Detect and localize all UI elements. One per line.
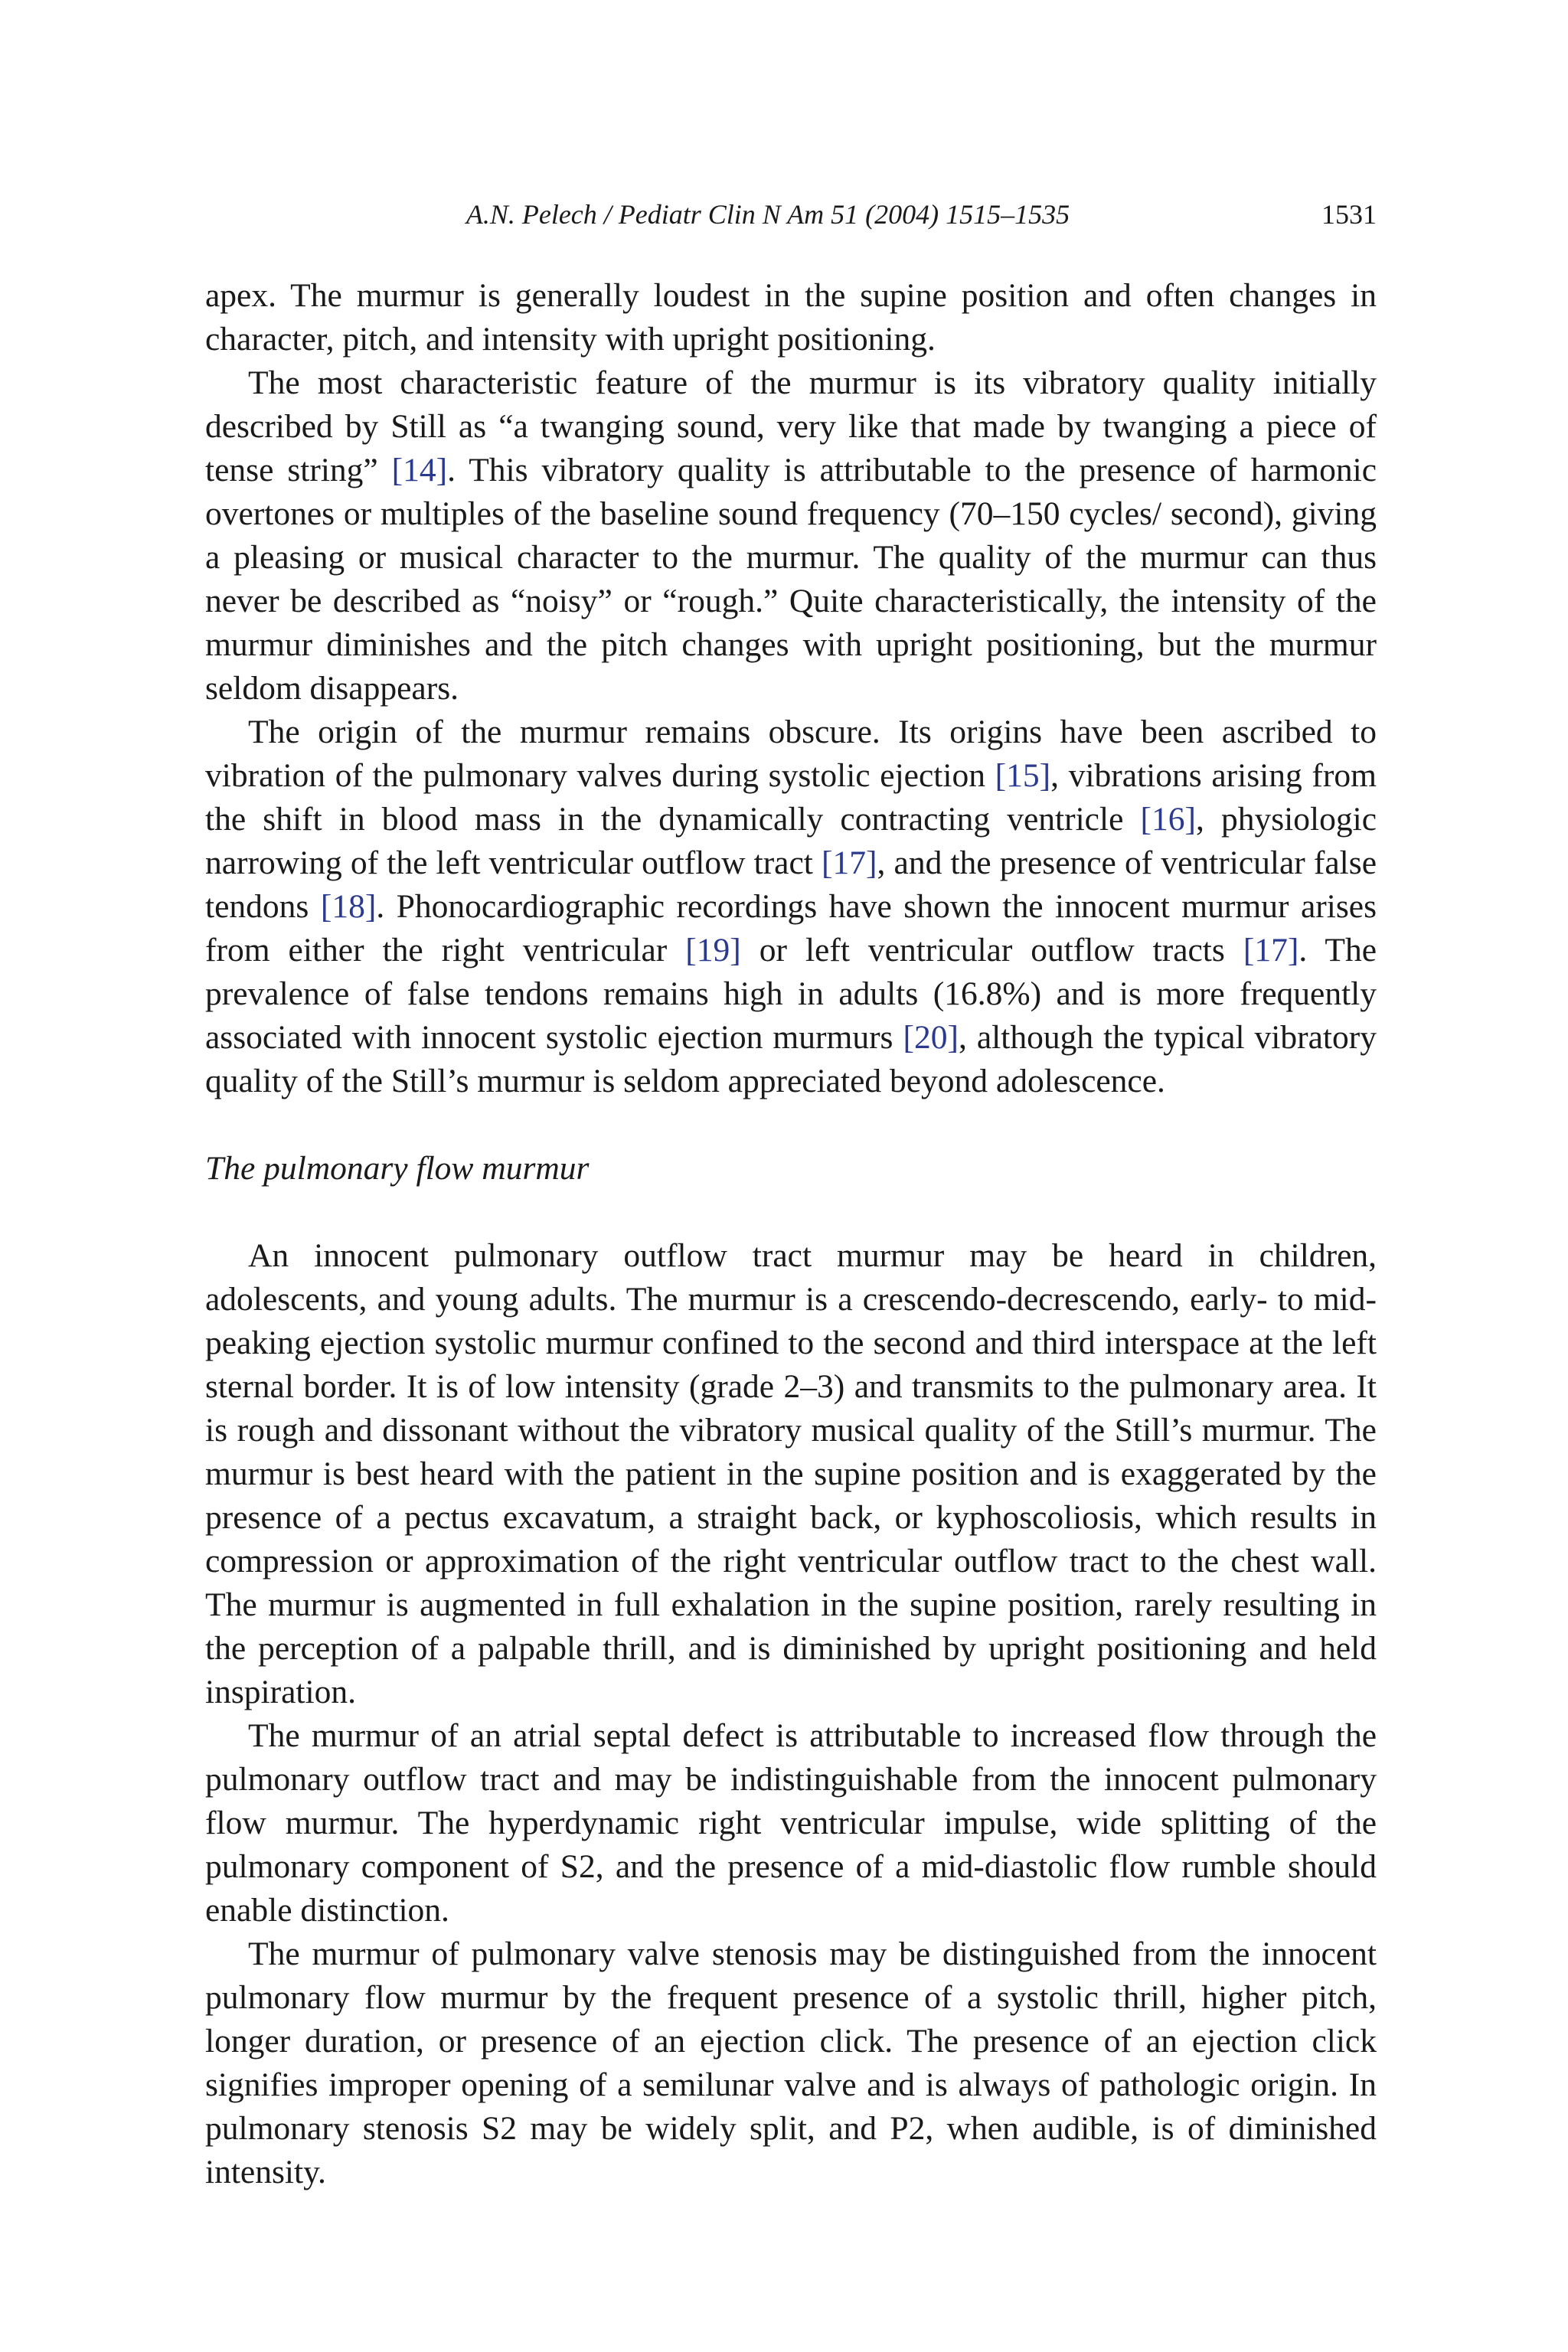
citation-link[interactable]: [14]	[391, 452, 448, 488]
citation-link[interactable]: [18]	[320, 888, 377, 925]
paragraph-text: The most characteristic feature of the murmur is its vibratory quality initially described by Still as “a twanging sound, very like that made by twanging a piece of tense string”	[205, 364, 1377, 488]
paragraph-text: The murmur of pulmonary valve stenosis may be distinguished from the innocent pulmonary flow murmur by the frequent presence of a systolic thrill, higher pitch, longer duration, or presence of an ejection click. The presence of an ejection click signifies improper opening of a semilunar valve and is always of pathologic origin. In pulmonary stenosis S2 may be widely split, and P2, when audible, is of diminished intensity.	[205, 1936, 1377, 2190]
paragraph-4	[205, 1234, 1377, 1714]
journal-citation: A.N. Pelech / Pediatr Clin N Am 51 (2004) 1515–1535	[466, 199, 1070, 230]
article-page	[205, 191, 1377, 2194]
paragraph-text: . The prevalence of false tendons remains high in adults (16.8%) and is more frequently associated with innocent systolic ejection murmurs	[205, 932, 1377, 1056]
paragraph-text: apex. The murmur is generally loudest in the supine position and often changes in character, pitch, and intensity with upright positioning.	[205, 277, 1377, 358]
paragraph-2	[205, 361, 1377, 710]
paragraph-6	[205, 1932, 1377, 2194]
paragraph-text: , and the presence of ventricular false tendons	[205, 844, 1377, 925]
citation-link[interactable]: [20]	[903, 1019, 959, 1056]
citation-link[interactable]: [16]	[1140, 801, 1196, 838]
paragraph-text: An innocent pulmonary outflow tract murmur may be heard in children, adolescents, and young adults. The murmur is a crescendo-decrescendo, early- to mid-peaking ejection systolic murmur confined to the second and third interspace at the left sternal border. It is of low intensity (grade 2–3) and transmits to the pulmonary area. It is rough and dissonant without the vibratory musical quality of the Still’s murmur. The murmur is best heard with the patient in the supine position and is exaggerated by the presence of a pectus excavatum, a straight back, or kyphoscoliosis, which results in compression or approximation of the right ventricular outflow tract to the chest wall. The murmur is augmented in full exhalation in the supine position, rarely resulting in the perception of a palpable thrill, and is diminished by upright positioning and held inspiration.	[205, 1237, 1377, 1710]
citation-link[interactable]: [17]	[822, 844, 877, 881]
page-number: 1531	[1321, 199, 1377, 230]
paragraph-text: The origin of the murmur remains obscure. Its origins have been ascribed to vibration of the pulmonary valves during systolic ejection	[205, 714, 1377, 794]
paragraph-text: or left ventricular outflow tracts	[759, 932, 1225, 969]
paragraph-text: The murmur of an atrial septal defect is attributable to increased flow through the pulmonary outflow tract and may be indistinguishable from the innocent pulmonary flow murmur. The hyperdynamic right ventricular impulse, wide splitting of the pulmonary component of S2, and the presence of a mid-diastolic flow rumble should enable distinction.	[205, 1717, 1377, 1929]
paragraph-text: . This vibratory quality is attributable to the presence of harmonic overtones or multiples of the baseline sound frequency (70–150 cycles/ second), giving a pleasing or musical character to the murmur. The quality of the murmur can thus never be described as “noisy” or “rough.” Quite characteristically, the intensity of the murmur diminishes and the pitch changes with upright positioning, but the murmur seldom disappears.	[205, 452, 1377, 707]
paragraph-text: , vibrations arising from the shift in blood mass in the dynamically contracting ventricle	[205, 757, 1377, 838]
paragraph-text: . Phonocardiographic recordings have shown the innocent murmur arises from either the right ventricular	[205, 888, 1377, 969]
paragraph-5	[205, 1714, 1377, 1932]
section-heading: The pulmonary flow murmur	[205, 1150, 590, 1187]
paragraph-3	[205, 710, 1377, 1103]
citation-link[interactable]: [17]	[1243, 932, 1299, 969]
paragraph-text: , although the typical vibratory quality of the Still’s murmur is seldom appreciated beyond adolescence.	[205, 1019, 1377, 1099]
article-body	[205, 274, 1377, 2194]
running-header	[205, 191, 1377, 237]
citation-link[interactable]: [19]	[685, 932, 741, 969]
citation-link[interactable]: [15]	[995, 757, 1051, 794]
paragraph-text: , physiologic narrowing of the left ventricular outflow tract	[205, 801, 1377, 881]
paragraph-1	[205, 274, 1377, 361]
